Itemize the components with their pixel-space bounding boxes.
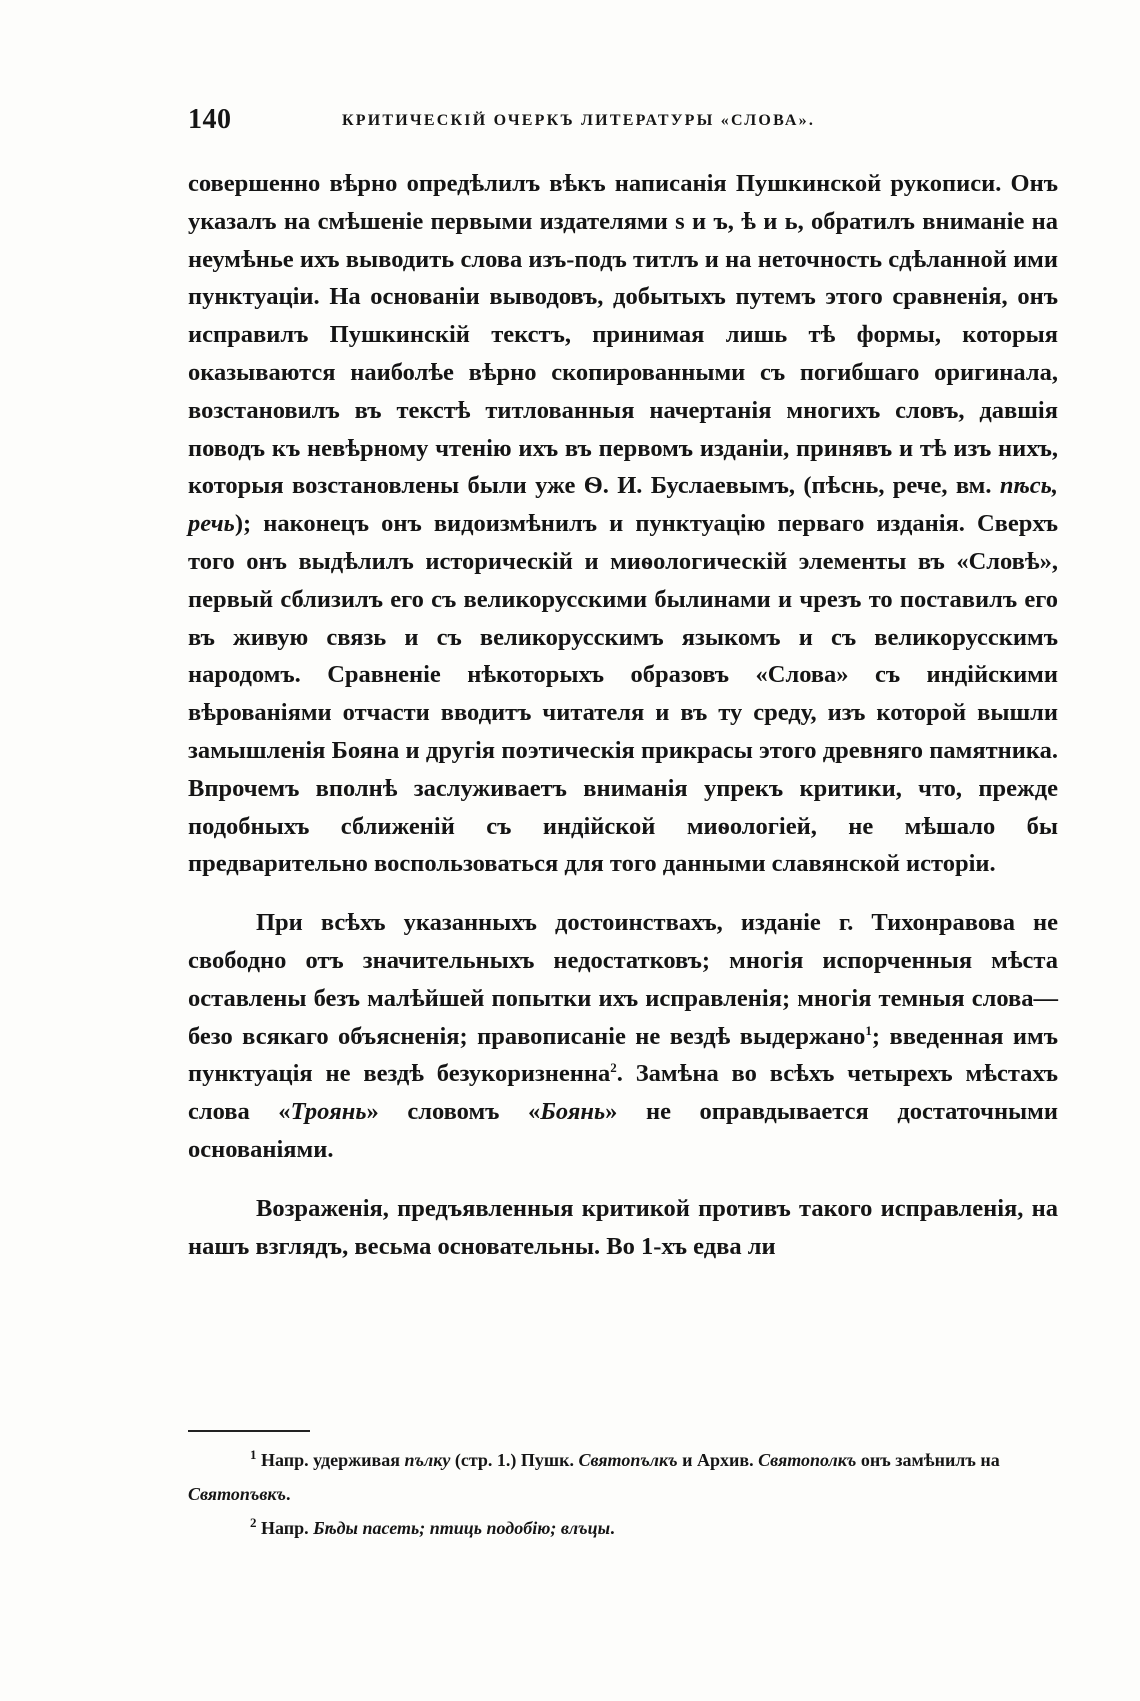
paragraph-2-part-4: » словомъ « bbox=[366, 1098, 541, 1126]
footnote-ref-2: 2 bbox=[610, 1060, 617, 1076]
paragraph-2 bbox=[188, 904, 1058, 1169]
footnotes bbox=[188, 1443, 1058, 1545]
footnote-2 bbox=[188, 1511, 1058, 1545]
footnote-2-em-1: Бѣды пасеть; птиць подобію; влъцы bbox=[313, 1518, 611, 1538]
paragraph-2-part-2: ; введенная имъ пунктуація не вездѣ безукоризненна bbox=[188, 1022, 1058, 1088]
word-troyan: Троянь bbox=[290, 1098, 367, 1126]
paragraph-3: Возраженія, предъявленныя критикой противъ такого исправленія, на нашъ взглядъ, весьма основательны. Во 1-хъ едва ли bbox=[188, 1194, 1058, 1260]
page-header bbox=[188, 104, 1068, 138]
paragraph-2-part-1: При всѣхъ указанныхъ достоинствахъ, изданіе г. Тихонравова не свободно отъ значительныхъ недостатковъ; многія испорченныя мѣста оставлены безъ малѣйшей попытки ихъ исправленія; многія темныя слова—безо всякаго объясненія; правописаніе не вездѣ выдержано bbox=[188, 909, 1058, 1050]
footnote-1-part-5: . bbox=[286, 1484, 291, 1504]
footnote-1-em-1: пълку bbox=[404, 1450, 451, 1470]
footnote-1-part-2: (стр. 1.) Пушк. bbox=[450, 1450, 579, 1470]
paragraph-2-part-3: . Замѣна во всѣхъ четырехъ мѣстахъ слова « bbox=[188, 1060, 1058, 1126]
paragraph-2-part-5: » не оправдывается достаточными основаніями. bbox=[188, 1098, 1058, 1163]
footnote-1-number: 1 bbox=[250, 1447, 257, 1462]
word-boyan: Боянь bbox=[540, 1098, 606, 1126]
footnote-1-em-3: Святополкъ bbox=[758, 1450, 857, 1470]
footnote-2-part-2: . bbox=[610, 1518, 615, 1538]
paragraph-1-emphasis: пѣсь, речь bbox=[188, 472, 1058, 538]
footnote-divider bbox=[188, 1430, 310, 1432]
body-text bbox=[188, 165, 1058, 1265]
footnote-1 bbox=[188, 1443, 1058, 1511]
page-number: 140 bbox=[188, 104, 232, 135]
footnote-2-number: 2 bbox=[250, 1515, 257, 1530]
footnote-1-em-2: Святопълкъ bbox=[578, 1450, 678, 1470]
paragraph-1 bbox=[188, 165, 1058, 883]
footnote-1-part-4: онъ замѣнилъ на bbox=[856, 1450, 1000, 1470]
footnote-1-part-1: Напр. удерживая bbox=[256, 1450, 405, 1470]
running-head: КРИТИЧЕСКІЙ ОЧЕРКЪ ЛИТЕРАТУРЫ «СЛОВА». bbox=[342, 112, 816, 129]
paragraph-1-part-1: совершенно вѣрно опредѣлилъ вѣкъ написанія Пушкинской рукописи. Онъ указалъ на смѣшеніе первыми издателями ѕ и ъ, ѣ и ь, обратилъ вниманіе на неумѣнье ихъ выводить слова изъ-подъ титлъ и на неточность сдѣланной ими пунктуаціи. На основаніи выводовъ, добытыхъ путемъ этого сравненія, онъ исправилъ Пушкинскій текстъ, принимая лишь тѣ формы, которыя оказываются наиболѣе вѣрно скопированными съ погибшаго оригинала, возстановилъ въ текстѣ титлованныя начертанія многихъ словъ, давшія поводъ къ невѣрному чтенію ихъ въ первомъ изданіи, принявъ и тѣ изъ нихъ, которыя возстановлены были уже Ѳ. И. Буслаевымъ, (пѣснь, рече, вм. bbox=[188, 170, 1058, 500]
footnote-1-part-3: и Архив. bbox=[677, 1450, 759, 1470]
footnote-1-em-4: Святопъвкъ bbox=[188, 1484, 286, 1504]
paragraph-1-part-2: ); наконецъ онъ видоизмѣнилъ и пунктуацію перваго изданія. Сверхъ того онъ выдѣлилъ историческій и миѳологическій элементы въ «Словѣ», первый сблизилъ его съ великорусскими былинами и чрезъ то поставилъ его въ живую связь и съ великорусскимъ языкомъ и съ великорусскимъ народомъ. Сравненіе нѣкоторыхъ образовъ «Слова» съ индійскими вѣрованіями отчасти вводитъ читателя и въ ту среду, изъ которой вышли замышленія Бояна и другія поэтическія прикрасы этого древняго памятника. Впрочемъ вполнѣ заслуживаетъ вниманія упрекъ критики, что, прежде подобныхъ сближеній съ индійской миѳологіей, не мѣшало бы предварительно воспользоваться для того данными славянской исторіи. bbox=[188, 510, 1058, 878]
footnote-ref-1: 1 bbox=[865, 1022, 872, 1038]
footnote-2-part-1: Напр. bbox=[256, 1518, 314, 1538]
